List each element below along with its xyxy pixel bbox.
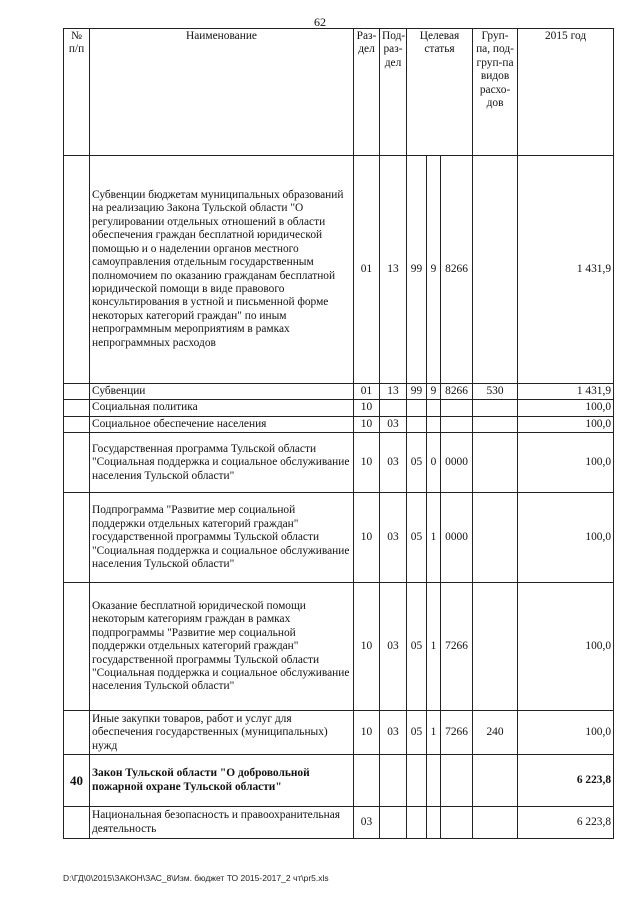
row-num bbox=[64, 433, 90, 493]
row-name: Субвенции bbox=[90, 384, 354, 400]
row-target-1 bbox=[407, 400, 427, 416]
row-target-2: 1 bbox=[427, 493, 441, 583]
row-name: Субвенции бюджетам муниципальных образований на реализацию Закона Тульской области "О регулировании отдельных отношений в области обеспечения граждан бесплатной юридической помощью и о наделении органов местного самоуправления отдельным государственным полномочием по оказанию гражданам бесплатной юридической помощи в виде правового консультирования в устной и письменной форме некоторых категорий граждан" по иным непрограммным мероприятиям в рамках непрограммных расходов bbox=[90, 156, 354, 384]
row-num bbox=[64, 156, 90, 384]
row-target-1: 99 bbox=[407, 384, 427, 400]
row-group bbox=[473, 156, 518, 384]
row-num bbox=[64, 416, 90, 432]
table-row bbox=[64, 755, 614, 807]
row-amount: 6 223,8 bbox=[518, 755, 614, 807]
row-name: Национальная безопасность и правоохранительная деятельность bbox=[90, 807, 354, 839]
row-group bbox=[473, 493, 518, 583]
row-podrazdel: 03 bbox=[380, 433, 407, 493]
row-name: Закон Тульской области "О добровольной пожарной охране Тульской области" bbox=[90, 755, 354, 807]
row-name: Социальная политика bbox=[90, 400, 354, 416]
row-podrazdel: 13 bbox=[380, 384, 407, 400]
row-target-1: 99 bbox=[407, 156, 427, 384]
row-target-1 bbox=[407, 807, 427, 839]
row-num bbox=[64, 807, 90, 839]
row-target-2: 9 bbox=[427, 384, 441, 400]
row-target-3 bbox=[441, 755, 473, 807]
header-row bbox=[64, 29, 614, 156]
table-row bbox=[64, 416, 614, 432]
header-year: 2015 год bbox=[518, 29, 614, 156]
table-row bbox=[64, 156, 614, 384]
row-target-3: 8266 bbox=[441, 156, 473, 384]
row-amount: 100,0 bbox=[518, 493, 614, 583]
row-podrazdel: 03 bbox=[380, 493, 407, 583]
row-amount: 100,0 bbox=[518, 583, 614, 711]
row-razdel: 10 bbox=[354, 583, 380, 711]
row-target-3: 8266 bbox=[441, 384, 473, 400]
row-group bbox=[473, 400, 518, 416]
row-group: 240 bbox=[473, 711, 518, 755]
row-name: Оказание бесплатной юридической помощи некоторым категориям граждан в рамках подпрограммы "Развитие мер социальной поддержки отдельных категорий граждан" государственной программы Тульской области "Социальная поддержка и социальное обслуживание населения Тульской области" bbox=[90, 583, 354, 711]
table-row bbox=[64, 711, 614, 755]
row-target-3: 7266 bbox=[441, 583, 473, 711]
row-target-2: 9 bbox=[427, 156, 441, 384]
row-target-2: 1 bbox=[427, 711, 441, 755]
row-group: 530 bbox=[473, 384, 518, 400]
row-num bbox=[64, 400, 90, 416]
table-row bbox=[64, 384, 614, 400]
row-razdel: 01 bbox=[354, 156, 380, 384]
row-razdel: 10 bbox=[354, 416, 380, 432]
row-target-1: 05 bbox=[407, 433, 427, 493]
row-num: 40 bbox=[64, 755, 90, 807]
row-razdel: 01 bbox=[354, 384, 380, 400]
table-row bbox=[64, 807, 614, 839]
row-target-2 bbox=[427, 755, 441, 807]
row-target-1: 05 bbox=[407, 493, 427, 583]
header-razdel: Раз-дел bbox=[354, 29, 380, 156]
row-amount: 6 223,8 bbox=[518, 807, 614, 839]
row-target-3 bbox=[441, 416, 473, 432]
page-number: 62 bbox=[314, 15, 326, 29]
row-podrazdel bbox=[380, 400, 407, 416]
header-num: № п/п bbox=[64, 29, 90, 156]
row-podrazdel: 03 bbox=[380, 416, 407, 432]
row-podrazdel bbox=[380, 755, 407, 807]
row-podrazdel: 03 bbox=[380, 711, 407, 755]
row-amount: 100,0 bbox=[518, 711, 614, 755]
row-group bbox=[473, 433, 518, 493]
row-razdel: 10 bbox=[354, 493, 380, 583]
row-target-3 bbox=[441, 400, 473, 416]
row-amount: 1 431,9 bbox=[518, 156, 614, 384]
row-name: Иные закупки товаров, работ и услуг для обеспечения государственных (муниципальных) нужд bbox=[90, 711, 354, 755]
row-group bbox=[473, 416, 518, 432]
row-podrazdel: 13 bbox=[380, 156, 407, 384]
row-group bbox=[473, 807, 518, 839]
budget-table bbox=[63, 28, 614, 839]
row-target-2 bbox=[427, 416, 441, 432]
header-podrazdel: Под-раз-дел bbox=[380, 29, 407, 156]
row-group bbox=[473, 755, 518, 807]
row-razdel: 10 bbox=[354, 711, 380, 755]
file-path-footer: D:\ГД\0\2015\ЗАКОН\ЗАС_8\Изм. бюджет ТО 2015-2017_2 чт\pr5.xls bbox=[63, 873, 329, 883]
row-target-2: 1 bbox=[427, 583, 441, 711]
table-row bbox=[64, 493, 614, 583]
row-name: Государственная программа Тульской области "Социальная поддержка и социальное обслуживание населения Тульской области" bbox=[90, 433, 354, 493]
row-target-1: 05 bbox=[407, 711, 427, 755]
row-target-1 bbox=[407, 755, 427, 807]
row-podrazdel: 03 bbox=[380, 583, 407, 711]
row-name: Подпрограмма "Развитие мер социальной поддержки отдельных категорий граждан" государственной программы Тульской области "Социальная поддержка и социальное обслуживание населения Тульской области" bbox=[90, 493, 354, 583]
row-target-1 bbox=[407, 416, 427, 432]
row-target-3: 0000 bbox=[441, 493, 473, 583]
row-num bbox=[64, 583, 90, 711]
row-num bbox=[64, 711, 90, 755]
row-target-3: 7266 bbox=[441, 711, 473, 755]
header-group: Груп-па, под-груп-па видов расхо-дов bbox=[473, 29, 518, 156]
row-num bbox=[64, 384, 90, 400]
header-target: Целевая статья bbox=[407, 29, 473, 156]
table-row bbox=[64, 583, 614, 711]
row-target-2 bbox=[427, 400, 441, 416]
row-group bbox=[473, 583, 518, 711]
table-row bbox=[64, 400, 614, 416]
row-amount: 100,0 bbox=[518, 433, 614, 493]
row-target-3: 0000 bbox=[441, 433, 473, 493]
row-razdel: 10 bbox=[354, 433, 380, 493]
header-name: Наименование bbox=[90, 29, 354, 156]
table-row bbox=[64, 433, 614, 493]
row-name: Социальное обеспечение населения bbox=[90, 416, 354, 432]
row-razdel: 10 bbox=[354, 400, 380, 416]
row-amount: 1 431,9 bbox=[518, 384, 614, 400]
row-target-1: 05 bbox=[407, 583, 427, 711]
row-amount: 100,0 bbox=[518, 400, 614, 416]
row-num bbox=[64, 493, 90, 583]
row-amount: 100,0 bbox=[518, 416, 614, 432]
row-razdel bbox=[354, 755, 380, 807]
row-podrazdel bbox=[380, 807, 407, 839]
row-target-2: 0 bbox=[427, 433, 441, 493]
row-target-3 bbox=[441, 807, 473, 839]
row-razdel: 03 bbox=[354, 807, 380, 839]
row-target-2 bbox=[427, 807, 441, 839]
